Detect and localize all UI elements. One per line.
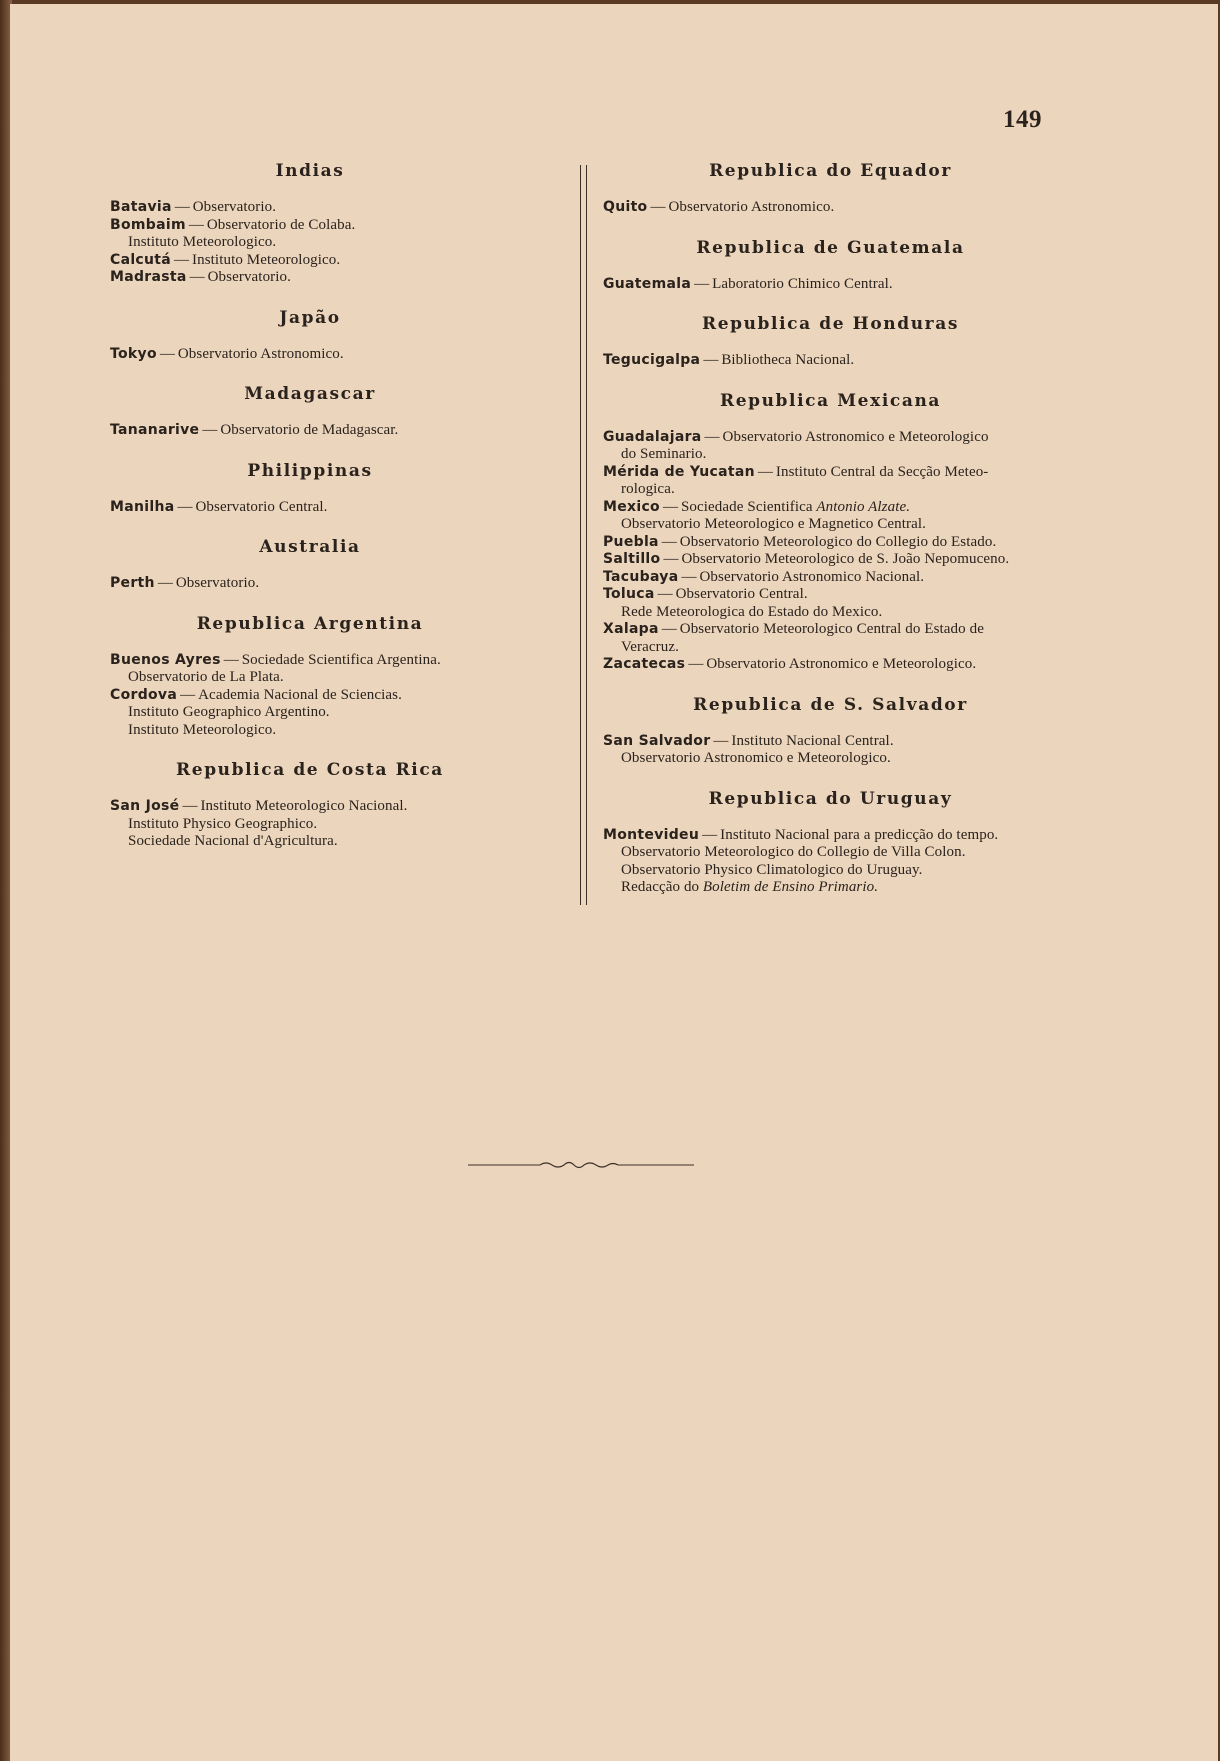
section-japao xyxy=(110,307,510,364)
institution-text: Sociedade Scientifica Argentina. xyxy=(241,651,441,668)
entry-line xyxy=(603,534,1058,552)
institution-text: Sociedade Nacional d'Agricultura. xyxy=(128,833,338,849)
entry-continuation xyxy=(110,234,510,252)
entry-continuation xyxy=(603,516,1058,534)
entry-line xyxy=(110,687,510,705)
entry-line xyxy=(603,569,1058,587)
entry-continuation xyxy=(110,833,510,851)
city-name: Manilha xyxy=(110,498,175,515)
right-column xyxy=(603,160,1058,917)
entry-line xyxy=(603,429,1058,447)
institution-text: Observatorio. xyxy=(175,575,260,591)
dash-separator: — xyxy=(681,568,697,585)
section-title: Australia xyxy=(259,537,361,557)
section-title: Republica de Guatemala xyxy=(696,237,965,258)
institution-text: Instituto Physico Geographico. xyxy=(128,815,318,832)
section-philippinas xyxy=(110,460,510,517)
entry-continuation xyxy=(603,639,1058,657)
dash-separator: — xyxy=(177,498,193,515)
section-madagascar xyxy=(110,383,510,440)
entry-line xyxy=(110,346,510,364)
entry-line xyxy=(110,269,510,287)
entry-continuation xyxy=(603,446,1058,464)
institution-text: Observatorio Astronomico. xyxy=(668,199,835,215)
city-name: Tegucigalpa xyxy=(603,352,701,368)
page-number: 149 xyxy=(1003,106,1042,133)
institution-text: Bibliotheca Nacional. xyxy=(721,352,855,368)
institution-text: Observatorio. xyxy=(207,269,291,285)
entry-line xyxy=(603,199,1058,217)
section-title: Indias xyxy=(275,161,345,181)
entry-continuation xyxy=(603,481,1058,499)
institution-text: Observatorio Meteorologico do Collegio de Villa Colon. xyxy=(621,844,966,860)
city-name: Xalapa xyxy=(603,621,659,637)
section-title: Philippinas xyxy=(247,460,373,481)
section-title: Madagascar xyxy=(244,384,376,404)
dash-separator: — xyxy=(650,199,666,215)
institution-text: Laboratorio Chimico Central. xyxy=(712,275,893,292)
section-republica-de-guatemala xyxy=(603,237,1058,294)
dash-separator: — xyxy=(189,269,205,285)
section-republica-de-s-salvador xyxy=(603,694,1058,768)
institution-text: Observatorio Meteorologico Central do Estado de xyxy=(679,621,984,637)
entry-continuation xyxy=(110,669,510,687)
institution-text: Observatorio Astronomico e Meteorologico. xyxy=(621,750,891,766)
entry-continuation xyxy=(110,816,510,834)
institution-text: Observatorio de Madagascar. xyxy=(220,422,399,438)
city-name: Toluca xyxy=(603,586,655,602)
dash-separator: — xyxy=(694,275,710,292)
dash-separator: — xyxy=(662,498,678,515)
city-name: Puebla xyxy=(603,533,659,550)
institution-text: Observatorio. xyxy=(192,199,277,215)
institution-text: Observatorio Astronomico Nacional. xyxy=(699,568,925,585)
section-australia xyxy=(110,536,510,593)
entry-continuation xyxy=(110,722,510,740)
section-title: Republica Mexicana xyxy=(719,390,942,411)
section-title: Republica do Equador xyxy=(709,161,952,181)
entry-continuation xyxy=(110,704,510,722)
section-republica-de-honduras xyxy=(603,313,1058,370)
section-republica-argentina xyxy=(110,613,510,740)
city-name: Montevideu xyxy=(603,826,700,843)
dash-separator: — xyxy=(704,428,720,445)
dash-separator: — xyxy=(661,533,677,550)
entry-line xyxy=(110,422,510,440)
entry-continuation xyxy=(603,844,1058,862)
entry-line xyxy=(110,798,510,816)
section-republica-do-equador xyxy=(603,160,1058,217)
city-name: Tacubaya xyxy=(603,568,679,585)
institution-text: Observatorio Astronomico e Meteorologico xyxy=(722,428,989,445)
city-name: Batavia xyxy=(110,199,172,215)
institution-text: Observatorio Central. xyxy=(195,498,328,515)
entry-line xyxy=(110,199,510,217)
dash-separator: — xyxy=(188,216,204,233)
entry-continuation xyxy=(603,604,1058,622)
section-title: Republica de Honduras xyxy=(701,314,960,334)
entry-line xyxy=(603,621,1058,639)
city-name: Perth xyxy=(110,575,155,591)
institution-text: Observatorio Physico Climatologico do Uruguay. xyxy=(621,861,923,878)
entry-line xyxy=(110,652,510,670)
city-name: Bombaim xyxy=(110,216,186,233)
section-title: Republica do Uruguay xyxy=(708,788,953,809)
institution-text: Instituto Meteorologico. xyxy=(192,251,341,268)
city-name: Buenos Ayres xyxy=(110,651,221,668)
institution-text: Observatorio de La Plata. xyxy=(128,669,284,685)
city-name: Quito xyxy=(603,199,648,215)
entry-line xyxy=(603,499,1058,517)
institution-text: Observatorio Meteorologico e Magnetico Central. xyxy=(621,516,927,532)
section-title: Republica de Costa Rica xyxy=(176,760,444,780)
italic-title: Antonio Alzate. xyxy=(816,498,911,515)
entry-line xyxy=(603,827,1058,845)
dash-separator: — xyxy=(157,575,173,591)
dash-separator: — xyxy=(182,798,198,814)
dash-separator: — xyxy=(174,251,190,268)
institution-text: Instituto Nacional Central. xyxy=(731,732,894,749)
section-title: Japão xyxy=(279,307,341,328)
institution-text: Observatorio de Colaba. xyxy=(206,216,356,233)
entry-line xyxy=(603,586,1058,604)
city-name: Mérida de Yucatan xyxy=(603,463,755,480)
entry-line xyxy=(603,656,1058,674)
entry-line xyxy=(603,733,1058,751)
dash-separator: — xyxy=(703,352,719,368)
institution-text: Observatorio Astronomico e Meteorologico. xyxy=(706,656,977,672)
institution-text: Redacção do xyxy=(621,879,700,895)
entry-continuation xyxy=(603,862,1058,880)
institution-text: Rede Meteorologica do Estado do Mexico. xyxy=(621,603,883,620)
institution-text: Instituto Central da Secção Meteo- xyxy=(775,463,989,480)
institution-text: Observatorio Astronomico. xyxy=(177,345,344,362)
city-name: Guatemala xyxy=(603,275,692,292)
entry-line xyxy=(110,252,510,270)
column-divider xyxy=(580,165,587,905)
dash-separator: — xyxy=(202,422,218,438)
city-name: San José xyxy=(110,798,180,814)
institution-text: Observatorio Meteorologico do Collegio do Estado. xyxy=(679,533,997,550)
dash-separator: — xyxy=(223,651,239,668)
institution-text: do Seminario. xyxy=(621,446,707,462)
institution-text: Academia Nacional de Sciencias. xyxy=(198,686,402,703)
city-name: Madrasta xyxy=(110,269,187,285)
institution-text: Instituto Meteorologico Nacional. xyxy=(200,798,408,814)
institution-text: Observatorio Meteorologico de S. João Nepomuceno. xyxy=(681,551,1010,567)
institution-text: Instituto Meteorologico. xyxy=(128,721,277,738)
city-name: Cordova xyxy=(110,686,178,703)
dash-separator: — xyxy=(661,621,677,637)
dash-separator: — xyxy=(180,686,196,703)
section-title: Republica de S. Salvador xyxy=(693,694,968,715)
dash-separator: — xyxy=(159,345,175,362)
dash-separator: — xyxy=(713,732,729,749)
city-name: Zacatecas xyxy=(603,656,686,672)
city-name: San Salvador xyxy=(603,732,711,749)
left-column xyxy=(110,160,510,871)
entry-line xyxy=(110,217,510,235)
entry-continuation xyxy=(603,750,1058,768)
dash-separator: — xyxy=(688,656,704,672)
city-name: Tananarive xyxy=(110,422,200,438)
section-republica-do-uruguay xyxy=(603,788,1058,897)
institution-text: Instituto Geographico Argentino. xyxy=(128,704,330,720)
dash-separator: — xyxy=(174,199,190,215)
city-name: Mexico xyxy=(603,498,660,515)
entry-line xyxy=(110,499,510,517)
ornament-rule xyxy=(468,1158,694,1172)
institution-text: rologica. xyxy=(621,481,675,497)
city-name: Calcutá xyxy=(110,251,172,268)
section-republica-mexicana xyxy=(603,390,1058,674)
italic-title: Boletim de Ensino Primario. xyxy=(702,879,879,895)
entry-line xyxy=(603,352,1058,370)
section-title: Republica Argentina xyxy=(196,613,424,634)
dash-separator: — xyxy=(657,586,673,602)
dash-separator: — xyxy=(663,551,679,567)
section-republica-de-costa-rica xyxy=(110,759,510,851)
entry-line xyxy=(603,551,1058,569)
institution-text: Instituto Meteorologico. xyxy=(128,234,277,250)
entry-line xyxy=(603,464,1058,482)
city-name: Guadalajara xyxy=(603,428,702,445)
dash-separator: — xyxy=(702,826,718,843)
institution-text: Sociedade Scientifica xyxy=(680,498,813,515)
entry-line xyxy=(603,276,1058,294)
institution-text: Observatorio Central. xyxy=(675,586,808,602)
entry-line xyxy=(110,575,510,593)
institution-text: Veracruz. xyxy=(621,638,679,655)
city-name: Saltillo xyxy=(603,551,661,567)
dash-separator: — xyxy=(757,463,773,480)
entry-continuation xyxy=(603,879,1058,897)
section-indias xyxy=(110,160,510,287)
institution-text: Instituto Nacional para a predicção do tempo. xyxy=(720,826,999,843)
city-name: Tokyo xyxy=(110,345,157,362)
